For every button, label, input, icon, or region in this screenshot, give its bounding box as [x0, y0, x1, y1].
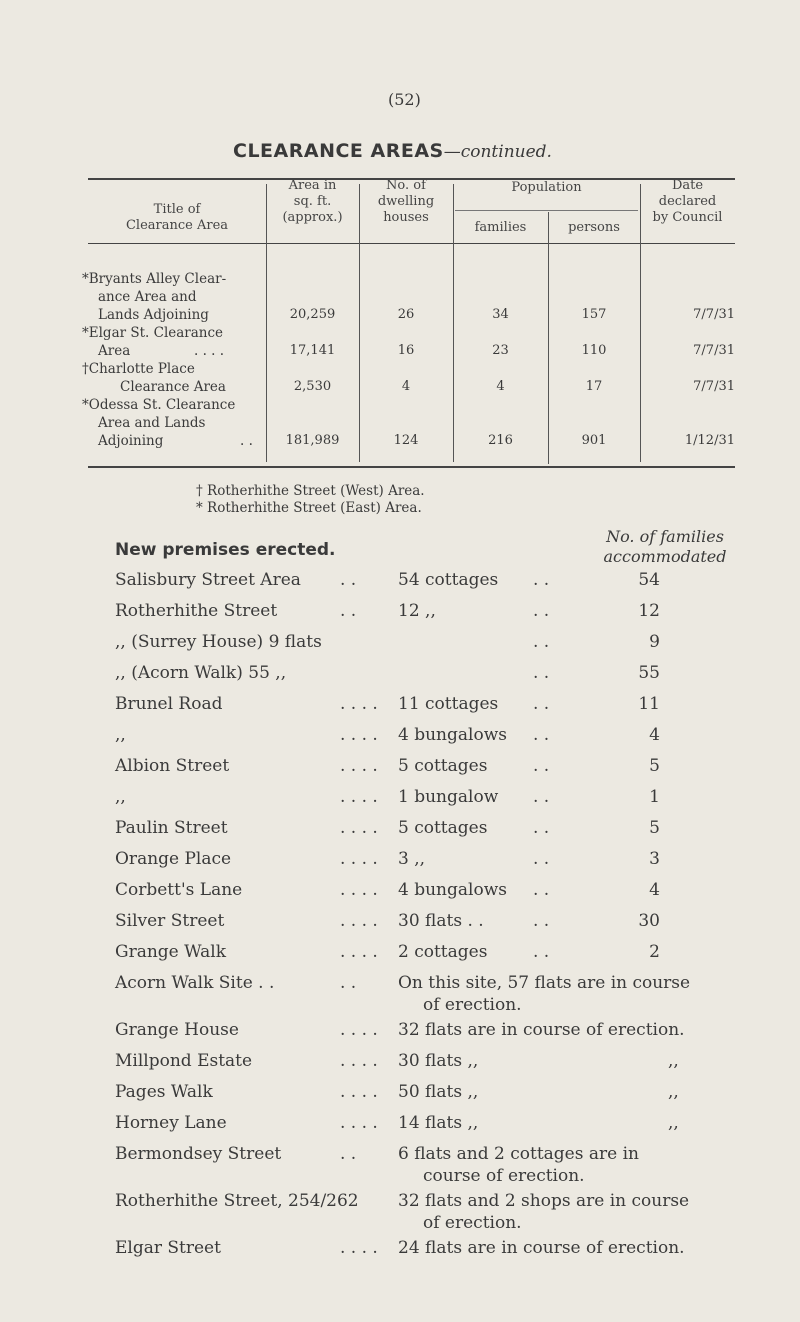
leader-dots: . .	[340, 973, 357, 993]
leader-dots: . .	[533, 570, 550, 590]
list-item	[0, 1051, 800, 1081]
premises-description: 11 cottages	[398, 694, 499, 714]
street-name: ,,	[115, 725, 126, 745]
leader-dots: . . . .	[340, 880, 378, 900]
section-heading	[233, 140, 552, 162]
leader-dots: . . . .	[340, 911, 378, 931]
families-count: 4	[649, 725, 660, 745]
description-continued: course of erection.	[423, 1166, 585, 1186]
leader-dots: . . . .	[340, 725, 378, 745]
street-name: Millpond Estate	[115, 1051, 253, 1071]
families-count: 2	[649, 942, 660, 962]
header-date: Date declared by Council	[652, 178, 723, 225]
list-item	[0, 756, 800, 786]
families-count: 55	[638, 663, 660, 683]
premises-description: 30 flats . .	[398, 911, 484, 931]
families-count: 54	[638, 570, 660, 590]
leader-dots: . . . .	[340, 1113, 378, 1133]
street-name: Pages Walk	[115, 1082, 213, 1102]
list-item	[0, 880, 800, 910]
leader-dots: . .	[533, 694, 550, 714]
premises-description: 32 flats are in course of erection.	[398, 1020, 685, 1040]
list-item	[0, 1144, 800, 1186]
description-continued: of erection.	[423, 1213, 522, 1233]
ditto-mark: ,,	[668, 1113, 679, 1133]
street-name: Brunel Road	[115, 694, 223, 714]
leader-dots: . . . .	[340, 942, 378, 962]
header-population: Population	[511, 180, 582, 195]
leader-dots: . .	[533, 663, 550, 683]
header-title: Title of Clearance Area	[125, 202, 229, 233]
premises-description: 1 bungalow	[398, 787, 499, 807]
heading-sub: —continued.	[443, 142, 552, 162]
list-item	[0, 818, 800, 848]
premises-description: 5 cottages	[398, 756, 488, 776]
header-houses: No. of dwelling houses	[377, 178, 435, 225]
leader-dots: . .	[533, 880, 550, 900]
premises-description: 30 flats ,,	[398, 1051, 479, 1071]
street-name: ,,	[115, 787, 126, 807]
street-name: Salisbury Street Area	[115, 570, 301, 590]
list-item	[0, 1113, 800, 1143]
leader-dots: . .	[533, 818, 550, 838]
list-item	[0, 849, 800, 879]
list-item	[0, 601, 800, 631]
footnote-west: † Rotherhithe Street (West) Area.	[196, 483, 425, 499]
families-count: 11	[638, 694, 660, 714]
ditto-mark: ,,	[668, 1082, 679, 1102]
street-name: Albion Street	[115, 756, 230, 776]
leader-dots: . .	[533, 849, 550, 869]
families-count: 5	[649, 818, 660, 838]
leader-dots: . .	[340, 601, 357, 621]
leader-dots: . . . .	[340, 756, 378, 776]
list-item	[0, 694, 800, 724]
premises-description: 54 cottages	[398, 570, 499, 590]
premises-description: 14 flats ,,	[398, 1113, 479, 1133]
leader-dots: . .	[533, 911, 550, 931]
leader-dots: . .	[533, 632, 550, 652]
leader-dots: . .	[340, 570, 357, 590]
list-item	[0, 725, 800, 755]
list-item	[0, 632, 800, 662]
list-item	[0, 942, 800, 972]
footnote-east: * Rotherhithe Street (East) Area.	[196, 500, 422, 516]
premises-description: 12 ,,	[398, 601, 436, 621]
leader-dots: . .	[533, 725, 550, 745]
description-continued: of erection.	[423, 995, 522, 1015]
leader-dots: . . . .	[340, 694, 378, 714]
new-premises-title: New premises erected.	[115, 540, 336, 560]
street-name: Paulin Street	[115, 818, 228, 838]
street-name: ,, (Acorn Walk) 55 ,,	[115, 663, 287, 683]
street-name: Rotherhithe Street	[115, 601, 278, 621]
list-item	[0, 973, 800, 1015]
list-item	[0, 663, 800, 693]
premises-description: 50 flats ,,	[398, 1082, 479, 1102]
leader-dots: . . . .	[340, 787, 378, 807]
leader-dots: . . . .	[340, 818, 378, 838]
street-name: Orange Place	[115, 849, 232, 869]
street-name: ,, (Surrey House) 9 flats	[115, 632, 322, 652]
premises-description: 4 bungalows	[398, 725, 507, 745]
header-families: families	[474, 220, 527, 235]
header-area: Area in sq. ft. (approx.)	[282, 178, 343, 225]
leader-dots: . . . .	[340, 1082, 378, 1102]
premises-description: 2 cottages	[398, 942, 488, 962]
street-name: Horney Lane	[115, 1113, 227, 1133]
premises-description: On this site, 57 flats are in course	[398, 973, 691, 993]
families-count: 3	[649, 849, 660, 869]
leader-dots: . .	[533, 756, 550, 776]
list-item	[0, 1020, 800, 1050]
leader-dots: . . . .	[340, 849, 378, 869]
leader-dots: . .	[533, 601, 550, 621]
families-count: 9	[649, 632, 660, 652]
leader-dots: . . . .	[340, 1238, 378, 1258]
leader-dots: . .	[340, 1144, 357, 1164]
street-name: Corbett's Lane	[115, 880, 243, 900]
families-count: 30	[638, 911, 660, 931]
list-item	[0, 911, 800, 941]
street-name: Acorn Walk Site . .	[115, 973, 275, 993]
premises-description: 3 ,,	[398, 849, 426, 869]
families-count: 12	[638, 601, 660, 621]
families-column-header: No. of families accommodated	[603, 527, 727, 566]
leader-dots: . . . .	[340, 1020, 378, 1040]
street-name: Grange Walk	[115, 942, 227, 962]
list-item	[0, 787, 800, 817]
heading-main: CLEARANCE AREAS	[233, 140, 444, 162]
premises-description: 32 flats and 2 shops are in course	[398, 1191, 690, 1211]
leader-dots: . . . .	[340, 1051, 378, 1071]
premises-description: 4 bungalows	[398, 880, 507, 900]
street-name: Elgar Street	[115, 1238, 221, 1258]
list-item	[0, 1191, 800, 1233]
list-item	[0, 570, 800, 600]
header-persons: persons	[568, 220, 620, 235]
list-item	[0, 1238, 800, 1268]
street-name: Bermondsey Street	[115, 1144, 282, 1164]
families-count: 5	[649, 756, 660, 776]
street-name: Silver Street	[115, 911, 225, 931]
premises-description: 6 flats and 2 cottages are in	[398, 1144, 639, 1164]
premises-description: 5 cottages	[398, 818, 488, 838]
street-name: Grange House	[115, 1020, 239, 1040]
leader-dots: . .	[533, 942, 550, 962]
families-count: 4	[649, 880, 660, 900]
premises-description: 24 flats are in course of erection.	[398, 1238, 685, 1258]
list-item	[0, 1082, 800, 1112]
clearance-table: Title of Clearance Area Area in sq. ft. (approx.) No. of dwelling houses Population families persons Date declared by Council *Bryants Alley Clear- ance Area and Lands Adjoining 20,259 26 34 157 7/7/31 *Elgar St. Clearance Area . . . . 17,141 16 23 110 7/7/31 †Charlotte Place Clearance Area 2,530 4 4 17 7/7/31 *Odessa St. Clearance Area and Lands Adjoining . . 181,989 124 216 901 1/12/31	[88, 178, 735, 468]
leader-dots: . .	[533, 787, 550, 807]
street-name: Rotherhithe Street, 254/262	[115, 1191, 359, 1211]
ditto-mark: ,,	[668, 1051, 679, 1071]
families-count: 1	[649, 787, 660, 807]
